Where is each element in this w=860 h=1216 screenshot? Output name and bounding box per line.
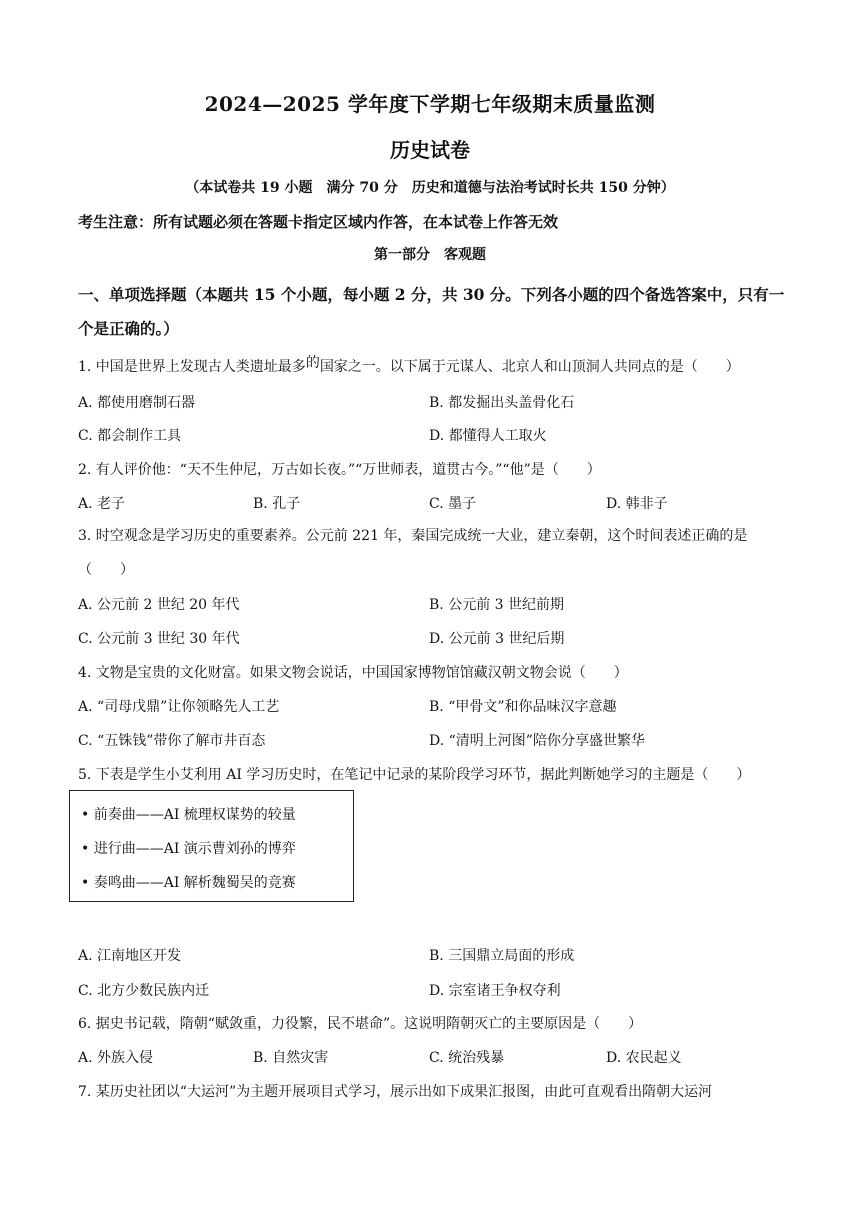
question-4-option-d[interactable]: D. “清明上河图”陪你分享盛世繁华 [429,733,645,749]
question-2-option-d[interactable]: D. 韩非子 [606,496,668,512]
exam-title: 2024—2025 学年度下学期七年级期末质量监测 [204,92,656,116]
question-1-stem-part-b: 国家之一。以下属于元谋人、北京人和山顶洞人共同点的是（ ） [319,359,740,375]
section-title: 一、单项选择题（本题共 15 个小题，每小题 2 分，共 30 分。下列各小题的四个备选答案中，只有一个是正确的。） [78,285,785,338]
question-3-option-b[interactable]: B. 公元前 3 世纪前期 [429,597,564,613]
question-2-option-a[interactable]: A. 老子 [78,496,126,512]
question-3-option-d[interactable]: D. 公元前 3 世纪后期 [429,631,565,647]
question-1-option-c[interactable]: C. 都会制作工具 [78,428,182,444]
question-6-option-d[interactable]: D. 农民起义 [606,1050,682,1066]
study-note-item: • 前奏曲——AI 梳理权谋势的较量 [81,807,296,823]
part-heading: 第一部分 客观题 [374,247,486,263]
exam-info: （本试卷共 19 小题 满分 70 分 历史和道德与法治考试时长共 150 分钟） [185,180,675,196]
question-4-option-c[interactable]: C. “五铢钱”带你了解市井百态 [78,733,266,749]
question-2-option-c[interactable]: C. 墨子 [429,496,477,512]
exam-subject: 历史试卷 [390,138,470,162]
question-6-option-b[interactable]: B. 自然灾害 [253,1050,329,1066]
question-5-option-c[interactable]: C. 北方少数民族内迁 [78,983,210,999]
question-4-option-b[interactable]: B. “甲骨文”和你品味汉字意趣 [429,699,617,715]
question-5-option-b[interactable]: B. 三国鼎立局面的形成 [429,948,575,964]
question-1-option-b[interactable]: B. 都发掘出头盖骨化石 [429,395,575,411]
question-4-stem: 4. 文物是宝贵的文化财富。如果文物会说话，中国国家博物馆馆藏汉朝文物会说（ ） [78,665,628,681]
exam-notice: 考生注意：所有试题必须在答题卡指定区域内作答，在本试卷上作答无效 [78,213,559,231]
question-1-stem [78,356,740,376]
question-5-stem: 5. 下表是学生小艾利用 AI 学习历史时，在笔记中记录的某阶段学习环节，据此判断她学习的主题是（ ） [78,767,751,783]
question-3-stem: 3. 时空观念是学习历史的重要素养。公元前 221 年，秦国完成统一大业，建立秦朝，这个时间表述正确的是（ ） [78,528,748,578]
question-5-option-d[interactable]: D. 宗室诸王争权夺利 [429,983,561,999]
question-6-stem: 6. 据史书记载，隋朝“赋敛重，力役繁，民不堪命”。这说明隋朝灭亡的主要原因是（ ） [78,1016,643,1032]
study-note-item: • 进行曲——AI 演示曹刘孙的博弈 [81,841,296,857]
study-note-item: • 奏鸣曲——AI 解析魏蜀吴的竞赛 [81,875,296,891]
question-1-stem-part-a: 1. 中国是世界上发现古人类遗址最多 [78,359,306,375]
question-4-option-a[interactable]: A. “司母戊鼎”让你领略先人工艺 [78,699,280,715]
question-3-option-a[interactable]: A. 公元前 2 世纪 20 年代 [78,597,240,613]
question-6-option-a[interactable]: A. 外族入侵 [78,1050,154,1066]
question-3-option-c[interactable]: C. 公元前 3 世纪 30 年代 [78,631,240,647]
question-2-option-b[interactable]: B. 孔子 [253,496,301,512]
question-2-stem: 2. 有人评价他：“天不生仲尼，万古如长夜。”“万世师表，道贯古今。”“他”是（ ） [78,462,601,478]
question-1-option-d[interactable]: D. 都懂得人工取火 [429,428,547,444]
question-1-option-a[interactable]: A. 都使用磨制石器 [78,395,196,411]
question-5-option-a[interactable]: A. 江南地区开发 [78,948,182,964]
question-7-stem: 7. 某历史社团以“大运河”为主题开展项目式学习，展示出如下成果汇报图，由此可直观看出隋朝大运河 [78,1084,713,1100]
study-notes-box [69,790,354,902]
question-1-stem-superscript: 的 [305,355,320,371]
question-6-option-c[interactable]: C. 统治残暴 [429,1050,505,1066]
